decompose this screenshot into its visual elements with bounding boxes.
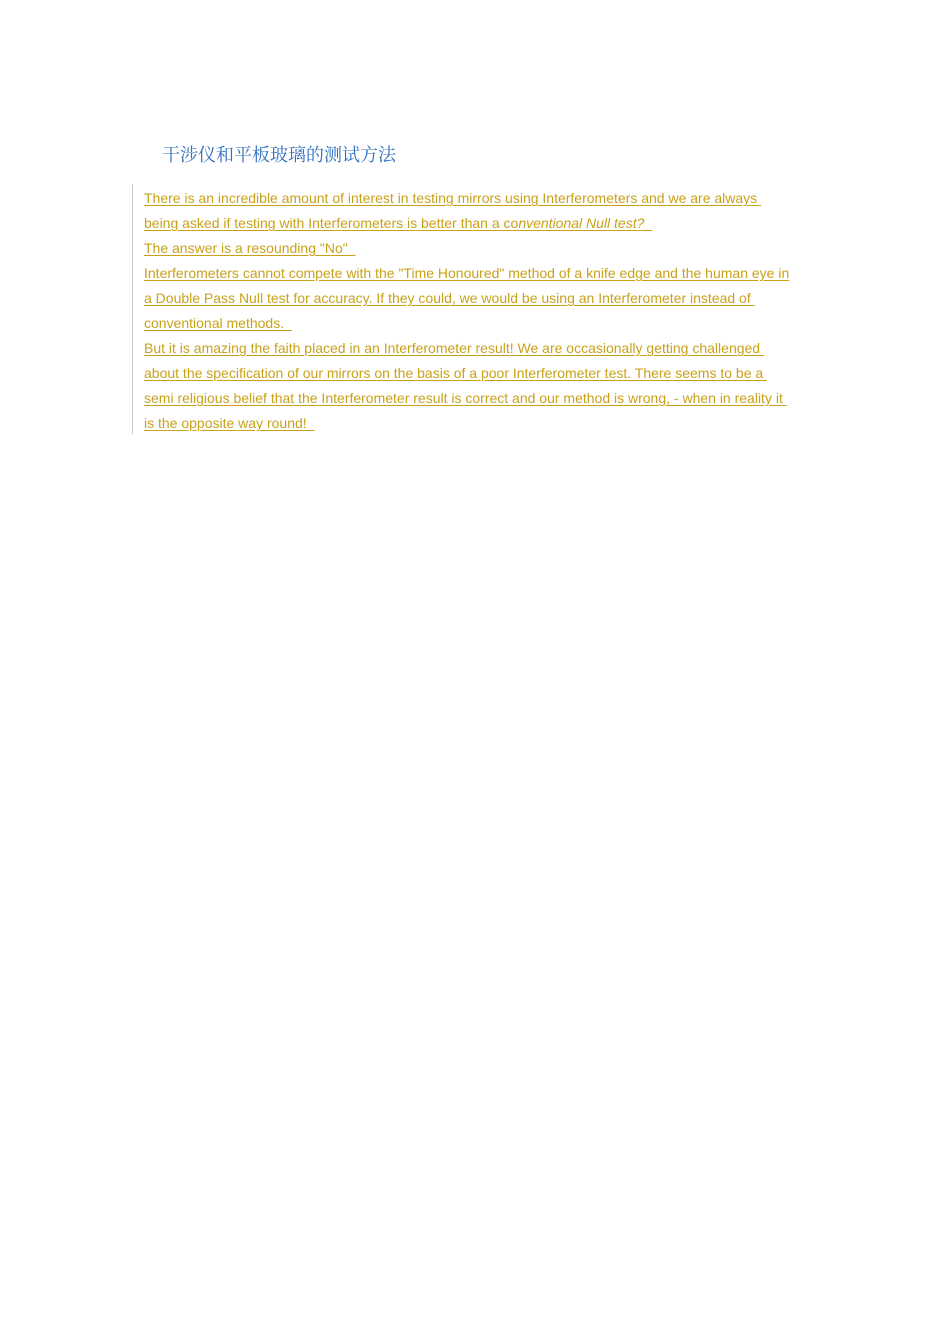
passage-line-10[interactable]: is the opposite way round! xyxy=(144,415,315,431)
document-title: 干涉仪和平板玻璃的测试方法 xyxy=(162,145,396,166)
passage-line-8[interactable]: about the specification of our mirrors on the basis of a poor Interferometer test. There seems to be a xyxy=(144,365,768,381)
passage-line-5[interactable]: a Double Pass Null test for accuracy. If they could, we would be using an Interferometer instead of xyxy=(144,290,755,306)
passage-line-2[interactable] xyxy=(144,213,652,233)
passage-line-2-text: being asked if testing with Interferometers is better than a co xyxy=(144,215,519,231)
passage-line-3[interactable]: The answer is a resounding "No" xyxy=(144,240,356,256)
passage-line-2-italic: nventional Null test? xyxy=(518,215,653,231)
passage-line-6[interactable]: conventional methods. xyxy=(144,315,292,331)
passage-line-1[interactable]: There is an incredible amount of interest in testing mirrors using Interferometers and we are always xyxy=(144,190,762,206)
quoted-passage xyxy=(132,184,813,434)
passage-line-4[interactable]: Interferometers cannot compete with the "Time Honoured" method of a knife edge and the human eye in xyxy=(144,265,790,281)
passage-line-7[interactable]: But it is amazing the faith placed in an Interferometer result! We are occasionally getting challenged xyxy=(144,340,764,356)
passage-line-9[interactable]: semi religious belief that the Interferometer result is correct and our method is wrong, - when in reality it xyxy=(144,390,787,406)
